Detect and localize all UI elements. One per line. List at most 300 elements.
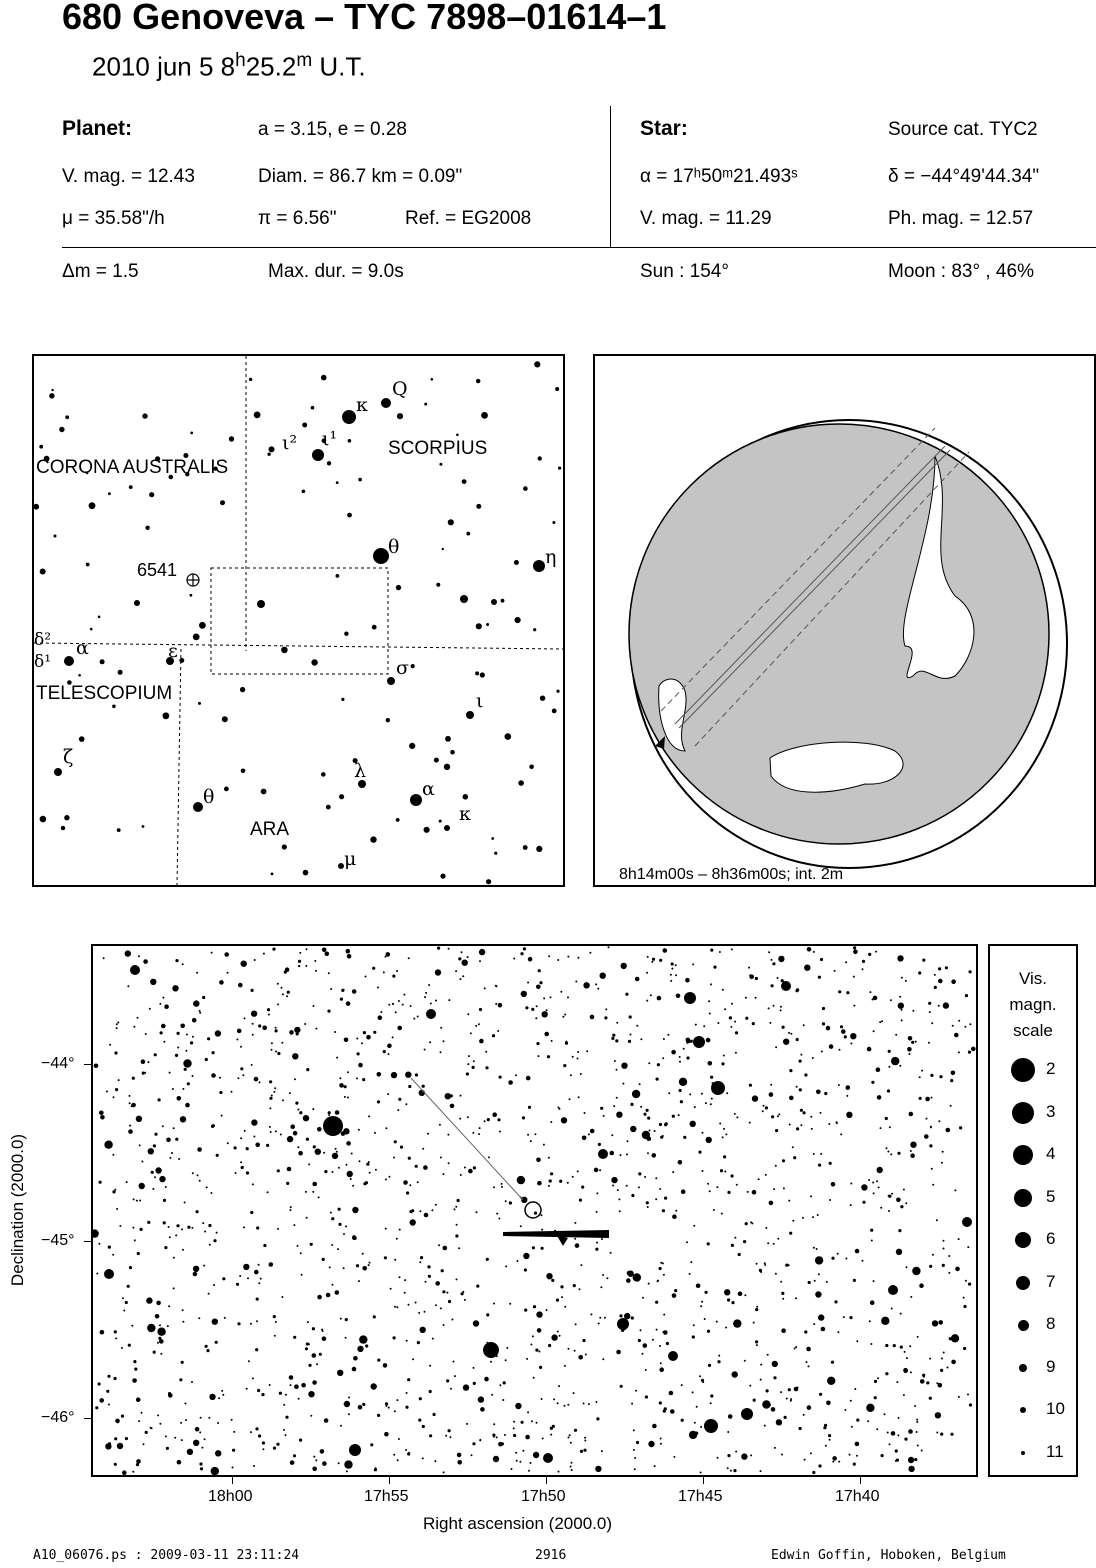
field-star: [680, 1100, 683, 1103]
field-star: [501, 1183, 503, 1185]
field-star: [490, 1361, 492, 1363]
field-star: [392, 1003, 394, 1005]
field-star: [832, 1461, 834, 1463]
field-star: [262, 1448, 264, 1450]
field-star: [185, 1103, 190, 1108]
finder-star: [505, 733, 512, 740]
field-star: [455, 970, 457, 972]
field-star: [132, 1378, 137, 1383]
finder-star: [491, 837, 494, 840]
field-star: [343, 1267, 345, 1269]
field-star: [187, 1449, 193, 1455]
field-star: [881, 1020, 883, 1022]
field-star: [173, 1127, 175, 1129]
field-star: [506, 1347, 508, 1349]
field-star: [548, 1344, 551, 1347]
field-star: [650, 994, 652, 996]
field-star: [876, 1428, 878, 1430]
field-star: [663, 1274, 665, 1276]
field-star: [633, 1449, 635, 1451]
legend-mag: 9: [1046, 1356, 1056, 1376]
field-star: [269, 1262, 274, 1267]
field-star: [938, 967, 941, 970]
field-star: [893, 1344, 896, 1347]
field-star: [313, 1005, 315, 1007]
field-star: [829, 1044, 834, 1049]
legend-dot: [1021, 1451, 1025, 1455]
finder-star: [117, 828, 121, 832]
field-star: [479, 960, 481, 962]
field-star: [109, 1044, 111, 1046]
globe-caption: 8h14m00s – 8h36m00s; int. 2m: [619, 866, 844, 883]
field-star: [694, 1422, 696, 1424]
field-star: [916, 1431, 918, 1433]
field-star: [678, 1160, 683, 1165]
field-star: [780, 1006, 782, 1008]
field-star: [588, 1403, 590, 1405]
finder-star: [336, 481, 339, 484]
field-star: [252, 1034, 254, 1036]
field-star: [154, 1053, 157, 1056]
field-star: [427, 1133, 429, 1135]
field-star: [876, 1180, 878, 1182]
field-star: [180, 1024, 185, 1029]
field-star: [570, 1466, 572, 1468]
field-star: [832, 1456, 837, 1461]
x-tick: 17h50: [521, 1488, 566, 1505]
star-label: μ: [344, 848, 357, 870]
field-star: [493, 1423, 495, 1425]
field-star: [172, 1088, 174, 1090]
field-star: [879, 1021, 881, 1023]
field-star: [154, 1176, 156, 1178]
finder-star: [552, 521, 555, 524]
field-star: [788, 1388, 791, 1391]
field-star: [580, 1450, 583, 1453]
field-star: [638, 1172, 641, 1175]
field-star: [108, 1404, 110, 1406]
field-star: [464, 1167, 466, 1169]
field-star: [281, 1042, 283, 1044]
field-star: [419, 1261, 421, 1263]
field-star: [722, 1136, 724, 1138]
field-star: [782, 1026, 785, 1029]
field-star: [162, 997, 164, 999]
field-star: [322, 1336, 327, 1341]
field-star: [152, 1188, 154, 1190]
field-star: [199, 1462, 202, 1465]
field-star: [281, 987, 283, 989]
field-star: [103, 957, 105, 959]
field-star: [290, 1124, 295, 1129]
table-divider-vertical: [610, 106, 611, 248]
field-star: [908, 1466, 914, 1472]
field-star: [369, 1172, 371, 1174]
field-star: [448, 1162, 450, 1164]
field-star: [774, 1447, 776, 1449]
field-star: [332, 1171, 334, 1173]
field-star: [616, 1069, 618, 1071]
field-star: [775, 1129, 778, 1132]
field-star: [310, 1415, 312, 1417]
field-star: [393, 1454, 395, 1456]
field-star: [130, 965, 140, 975]
field-star: [881, 1454, 884, 1457]
field-star: [706, 1038, 711, 1043]
field-star: [551, 1334, 557, 1340]
field-star: [895, 1034, 897, 1036]
field-star: [769, 1092, 774, 1097]
field-star: [167, 1325, 169, 1327]
field-star: [511, 1468, 513, 1470]
field-star: [263, 1244, 266, 1247]
field-star: [118, 1079, 120, 1081]
field-star: [713, 966, 716, 969]
field-star: [643, 1113, 646, 1116]
field-star: [400, 1146, 403, 1149]
field-star: [258, 1282, 260, 1284]
field-star: [467, 1013, 469, 1015]
field-star: [346, 949, 351, 954]
field-star: [836, 1122, 838, 1124]
field-star: [448, 999, 450, 1001]
field-star: [293, 1454, 296, 1457]
field-star: [820, 958, 823, 961]
field-star: [121, 1415, 124, 1418]
field-star: [781, 1328, 786, 1333]
field-star: [659, 1401, 662, 1404]
field-star: [345, 1318, 348, 1321]
field-star: [764, 1264, 766, 1266]
field-star: [352, 1235, 355, 1238]
field-star: [958, 1396, 960, 1398]
field-star: [158, 1337, 161, 1340]
field-star: [873, 1280, 875, 1282]
field-star: [834, 970, 836, 972]
field-star: [888, 1195, 890, 1197]
field-star: [575, 1243, 580, 1248]
field-star: [166, 1138, 171, 1143]
field-star: [247, 1277, 249, 1279]
field-star: [638, 1339, 641, 1342]
field-star: [345, 1337, 347, 1339]
field-star: [315, 970, 317, 972]
finder-star: [321, 772, 326, 777]
field-star: [635, 1390, 637, 1392]
field-star: [332, 1284, 334, 1286]
field-star: [224, 952, 229, 957]
field-star: [433, 1413, 436, 1416]
field-star: [652, 1339, 654, 1341]
field-star: [356, 1264, 359, 1267]
field-star: [686, 1241, 688, 1243]
field-star: [598, 1149, 608, 1159]
field-star: [924, 1134, 929, 1139]
field-star: [905, 980, 907, 982]
field-star: [541, 1247, 544, 1250]
finder-star: [373, 548, 389, 564]
finder-star: [40, 816, 47, 823]
field-star: [371, 1383, 377, 1389]
field-star: [707, 1242, 710, 1245]
finder-star: [515, 617, 521, 623]
field-star: [600, 1286, 602, 1288]
field-star: [660, 1262, 662, 1264]
field-star: [692, 1335, 695, 1338]
field-star: [968, 1283, 971, 1286]
field-star: [538, 969, 541, 972]
field-star: [290, 1209, 292, 1211]
field-star: [340, 998, 343, 1001]
field-star: [595, 1466, 601, 1472]
legend-mag: 10: [1046, 1399, 1065, 1418]
field-star: [492, 1434, 495, 1437]
field-star: [782, 1159, 785, 1162]
field-star: [850, 1043, 852, 1045]
field-star: [936, 1219, 938, 1221]
field-star: [568, 1437, 570, 1439]
field-star: [656, 1329, 658, 1331]
field-star: [689, 1093, 691, 1095]
field-star: [294, 1027, 300, 1033]
field-star: [353, 1356, 358, 1361]
field-star: [829, 1199, 831, 1201]
field-star: [122, 1297, 124, 1299]
field-star: [339, 1083, 344, 1088]
field-star: [273, 1315, 276, 1318]
field-star: [243, 1226, 245, 1228]
star-label: θ: [388, 536, 400, 558]
field-star: [362, 1403, 365, 1406]
field-star: [462, 975, 464, 977]
field-star: [385, 1179, 387, 1181]
field-star: [139, 1200, 141, 1202]
field-star: [813, 951, 815, 953]
star-source: Source cat. TYC2: [888, 119, 1038, 140]
field-star: [890, 999, 892, 1001]
finder-star: [64, 815, 69, 820]
field-star: [781, 1292, 784, 1295]
field-star: [958, 1051, 960, 1053]
finder-star: [199, 622, 206, 629]
field-star: [221, 1390, 223, 1392]
field-star: [800, 1054, 802, 1056]
field-star: [906, 1357, 908, 1359]
field-star: [901, 1009, 903, 1011]
field-star: [702, 1132, 704, 1134]
field-star: [967, 1246, 969, 1248]
field-star: [934, 974, 936, 976]
field-star: [145, 1033, 147, 1035]
field-star: [868, 1179, 870, 1181]
field-star: [771, 1115, 774, 1118]
field-star: [727, 1454, 730, 1457]
field-star: [413, 1018, 415, 1020]
finder-star: [555, 387, 559, 391]
field-star: [707, 1330, 710, 1333]
finder-star: [411, 664, 415, 668]
field-star: [357, 1346, 363, 1352]
field-star: [917, 1336, 919, 1338]
field-star: [292, 1053, 298, 1059]
field-star: [866, 1404, 874, 1412]
finder-star: [326, 805, 331, 810]
field-star: [963, 1297, 965, 1299]
field-star: [159, 1003, 161, 1005]
field-star: [301, 1383, 306, 1388]
field-star: [338, 1167, 340, 1169]
field-star: [341, 989, 344, 992]
legend-row: [990, 1098, 1076, 1128]
field-star: [642, 1131, 650, 1139]
field-star: [557, 1402, 559, 1404]
field-star: [383, 1050, 386, 1053]
field-star: [258, 1024, 261, 1027]
field-star: [799, 1088, 802, 1091]
field-star: [347, 1171, 353, 1177]
field-star: [116, 1208, 118, 1210]
field-star: [936, 1432, 938, 1434]
field-star: [841, 1029, 846, 1034]
finder-star: [100, 659, 105, 664]
field-star: [804, 1073, 807, 1076]
field-star: [177, 1032, 180, 1035]
legend-dot: [1012, 1102, 1034, 1124]
field-star: [790, 1398, 792, 1400]
field-star: [577, 1058, 579, 1060]
field-star: [443, 1040, 445, 1042]
finder-star: [40, 569, 46, 575]
field-star: [269, 1080, 272, 1083]
field-star: [643, 1343, 648, 1348]
planet-parallax: π = 6.56": [258, 208, 337, 229]
field-star: [550, 1434, 552, 1436]
field-star: [753, 1322, 755, 1324]
finder-star: [358, 478, 362, 482]
legend-dot: [1019, 1364, 1027, 1372]
page-title: 680 Genoveva – TYC 7898–01614–1: [62, 0, 667, 37]
field-star: [322, 1258, 325, 1261]
field-star: [781, 979, 784, 982]
field-star: [647, 956, 649, 958]
field-star: [320, 1449, 325, 1454]
field-star: [377, 987, 379, 989]
field-star: [424, 1213, 429, 1218]
field-star: [551, 1040, 553, 1042]
field-star: [612, 1185, 614, 1187]
field-star: [306, 1342, 309, 1345]
legend-row: [990, 1268, 1076, 1298]
field-star: [148, 1148, 154, 1154]
field-star: [405, 1103, 407, 1105]
field-star: [912, 1010, 914, 1012]
field-star: [238, 983, 243, 988]
star-label: α: [76, 637, 89, 659]
field-star: [950, 1079, 953, 1082]
field-star: [732, 1371, 738, 1377]
field-star: [846, 1095, 848, 1097]
field-star: [899, 996, 901, 998]
x-tick-mark: [389, 1477, 390, 1484]
field-star: [888, 1285, 898, 1295]
star-label: κ: [459, 803, 471, 825]
field-star: [646, 972, 648, 974]
field-star: [337, 1248, 339, 1250]
field-star: [541, 1398, 543, 1400]
legend-mag: 4: [1046, 1144, 1056, 1163]
field-star: [405, 1449, 407, 1451]
field-star: [965, 994, 968, 997]
field-star: [377, 1414, 380, 1417]
field-star: [668, 1092, 670, 1094]
field-star: [695, 1024, 697, 1026]
field-star: [365, 976, 367, 978]
field-star: [711, 1098, 713, 1100]
field-star: [486, 1342, 488, 1344]
field-star: [821, 1051, 823, 1053]
field-star: [814, 1280, 816, 1282]
field-star: [216, 1154, 219, 1157]
field-star: [642, 1353, 644, 1355]
field-star: [181, 1228, 183, 1230]
field-star: [527, 1411, 529, 1413]
field-star: [549, 1179, 552, 1182]
field-star: [523, 1253, 529, 1259]
field-star: [903, 1189, 905, 1191]
field-star: [800, 1124, 802, 1126]
field-star: [332, 1153, 338, 1159]
field-star: [527, 1134, 529, 1136]
field-star: [628, 1040, 631, 1043]
field-star: [217, 1422, 219, 1424]
field-star: [240, 1161, 242, 1163]
field-star: [670, 1409, 675, 1414]
field-star: [198, 1317, 200, 1319]
field-star: [162, 1125, 164, 1127]
field-star: [537, 1181, 542, 1186]
field-star: [384, 1256, 387, 1259]
field-star: [683, 1136, 686, 1139]
field-star: [443, 1173, 445, 1175]
field-star: [221, 1115, 223, 1117]
field-star: [344, 1401, 350, 1407]
field-star: [624, 1313, 630, 1319]
field-star: [234, 1146, 237, 1149]
field-star: [227, 972, 229, 974]
field-star: [108, 1246, 111, 1249]
finder-star: [240, 687, 245, 692]
field-star: [136, 1116, 142, 1122]
field-star: [397, 1109, 399, 1111]
finder-star: [442, 548, 444, 550]
field-star: [731, 1301, 734, 1304]
field-star: [471, 1454, 473, 1456]
finder-star: [439, 820, 442, 823]
field-star: [473, 1320, 479, 1326]
field-star: [241, 1166, 244, 1169]
field-star: [565, 1042, 568, 1045]
field-star: [631, 1316, 634, 1319]
field-star: [255, 1143, 260, 1148]
field-star: [548, 1185, 550, 1187]
field-star: [308, 1163, 310, 1165]
field-star: [125, 1437, 128, 1440]
field-star: [128, 1129, 133, 1134]
field-star: [399, 1276, 401, 1278]
field-star: [224, 1317, 226, 1319]
field-star: [143, 1443, 145, 1445]
field-star: [929, 1358, 931, 1360]
